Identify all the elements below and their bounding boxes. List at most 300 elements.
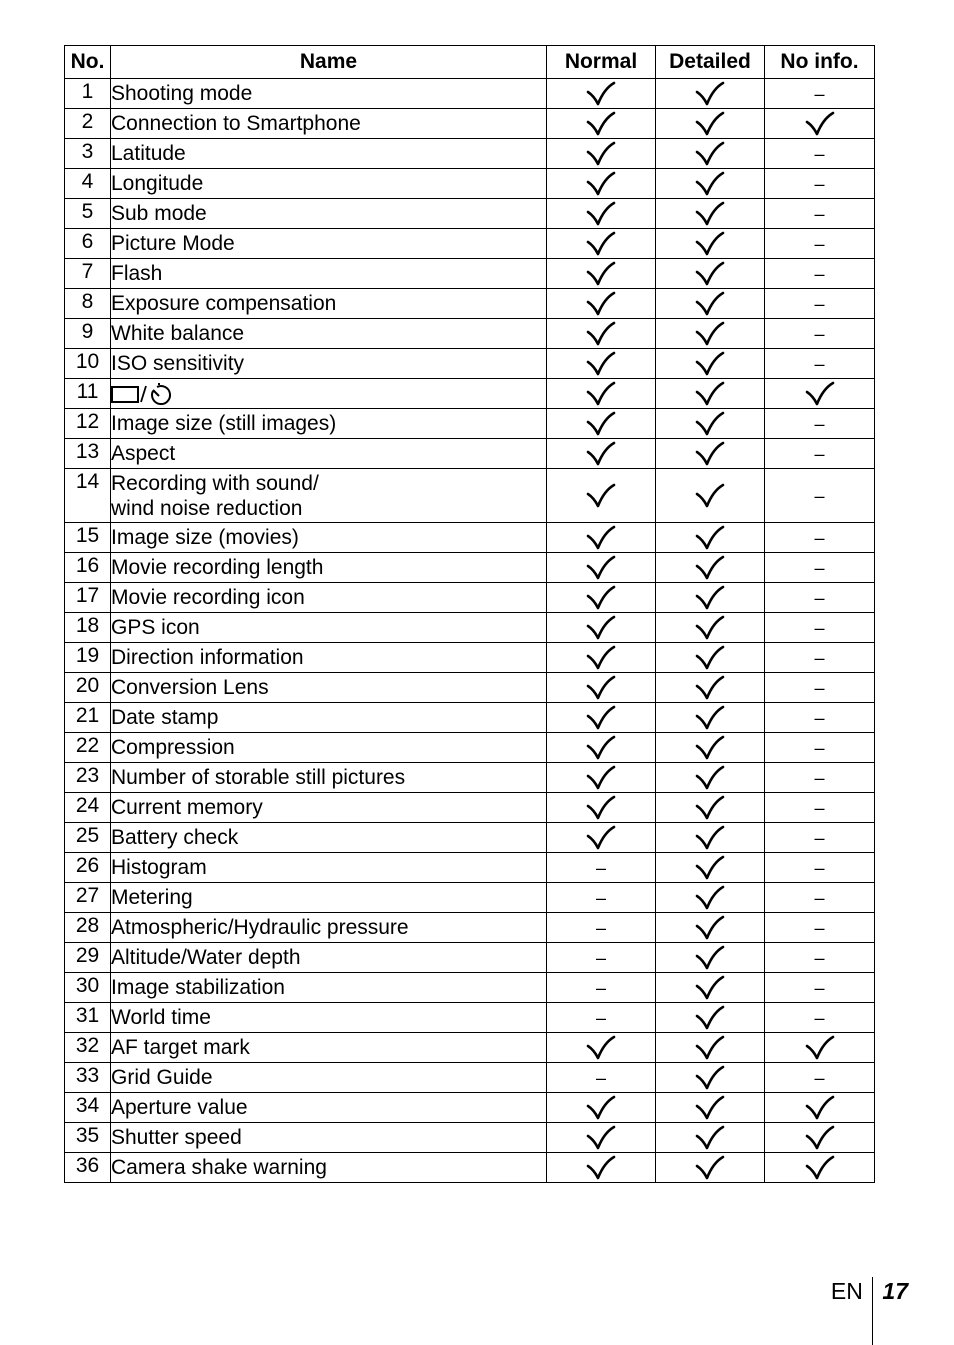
cell-noinfo [765, 943, 875, 973]
check-mark-icon [586, 1125, 616, 1148]
check-mark-icon [586, 231, 616, 254]
cell-normal [547, 109, 656, 139]
cell-noinfo [765, 823, 875, 853]
row-name [111, 469, 547, 523]
row-name [111, 379, 547, 409]
cell-normal [547, 439, 656, 469]
dash-mark: – [814, 917, 825, 938]
cell-detailed [656, 439, 765, 469]
check-mark-icon [586, 615, 616, 638]
check-mark-icon [695, 525, 725, 548]
check-mark-icon [695, 261, 725, 284]
dash-mark: – [814, 323, 825, 344]
cell-noinfo [765, 973, 875, 1003]
row-number: 23 [65, 763, 111, 793]
cell-noinfo [765, 1123, 875, 1153]
check-mark-icon [695, 1005, 725, 1028]
cell-detailed [656, 409, 765, 439]
row-name [111, 1033, 547, 1063]
cell-detailed [656, 733, 765, 763]
check-mark-icon [586, 111, 616, 134]
table-row [65, 613, 875, 643]
dash-mark: – [814, 1067, 825, 1088]
row-name [111, 259, 547, 289]
cell-noinfo [765, 1063, 875, 1093]
cell-detailed [656, 1033, 765, 1063]
row-name [111, 109, 547, 139]
cell-noinfo [765, 643, 875, 673]
row-name [111, 1093, 547, 1123]
cell-noinfo [765, 409, 875, 439]
dash-mark: – [814, 203, 825, 224]
dash-mark: – [814, 797, 825, 818]
check-mark-icon [695, 1095, 725, 1118]
table-row [65, 973, 875, 1003]
header-normal: Normal [547, 46, 656, 79]
row-number: 10 [65, 349, 111, 379]
table-row [65, 733, 875, 763]
check-mark-icon [695, 1125, 725, 1148]
check-mark-icon [695, 675, 725, 698]
row-name [111, 823, 547, 853]
cell-normal [547, 883, 656, 913]
table-row [65, 79, 875, 109]
cell-detailed [656, 379, 765, 409]
cell-detailed [656, 199, 765, 229]
cell-normal [547, 1003, 656, 1033]
row-number: 21 [65, 703, 111, 733]
check-mark-icon [695, 915, 725, 938]
cell-detailed [656, 553, 765, 583]
check-mark-icon [586, 81, 616, 104]
row-name [111, 349, 547, 379]
row-name-text: Picture Mode [111, 231, 235, 255]
row-number: 22 [65, 733, 111, 763]
cell-noinfo [765, 259, 875, 289]
cell-detailed [656, 943, 765, 973]
cell-noinfo [765, 553, 875, 583]
table-row [65, 643, 875, 673]
cell-normal [547, 613, 656, 643]
table-row [65, 259, 875, 289]
row-number: 17 [65, 583, 111, 613]
check-mark-icon [695, 1155, 725, 1178]
row-name-text: Flash [111, 261, 163, 285]
row-name-text: Image stabilization [111, 975, 285, 999]
table-row [65, 1033, 875, 1063]
table-row [65, 1153, 875, 1183]
row-name [111, 763, 547, 793]
cell-detailed [656, 1093, 765, 1123]
header-no: No. [65, 46, 111, 79]
row-name [111, 673, 547, 703]
row-number: 3 [65, 139, 111, 169]
row-name [111, 853, 547, 883]
check-mark-icon [695, 381, 725, 404]
dash-mark: – [595, 917, 606, 938]
cell-normal [547, 733, 656, 763]
check-mark-icon [586, 291, 616, 314]
cell-normal [547, 469, 656, 523]
cell-detailed [656, 793, 765, 823]
cell-detailed [656, 883, 765, 913]
row-name-text: Recording with sound/ [111, 471, 319, 495]
dash-mark: – [814, 527, 825, 548]
table-row [65, 1063, 875, 1093]
row-number: 12 [65, 409, 111, 439]
check-mark-icon [586, 645, 616, 668]
cell-detailed [656, 853, 765, 883]
cell-detailed [656, 613, 765, 643]
check-mark-icon [805, 111, 835, 134]
table-row [65, 523, 875, 553]
check-mark-icon [695, 615, 725, 638]
check-mark-icon [695, 945, 725, 968]
cell-noinfo [765, 1153, 875, 1183]
row-name-text: Grid Guide [111, 1065, 213, 1089]
table-row [65, 469, 875, 523]
table-row [65, 1003, 875, 1033]
check-mark-icon [695, 321, 725, 344]
row-name-text: Image size (movies) [111, 525, 299, 549]
row-name-text: Shooting mode [111, 81, 253, 105]
cell-normal [547, 259, 656, 289]
cell-normal [547, 823, 656, 853]
dash-mark: – [814, 173, 825, 194]
cell-noinfo [765, 703, 875, 733]
row-number: 8 [65, 289, 111, 319]
display-items-table [64, 45, 875, 1183]
table-row [65, 763, 875, 793]
cell-detailed [656, 139, 765, 169]
check-mark-icon [695, 795, 725, 818]
check-mark-icon [695, 765, 725, 788]
row-number: 14 [65, 469, 111, 523]
header-detailed: Detailed [656, 46, 765, 79]
row-name-text: ISO sensitivity [111, 351, 245, 375]
cell-detailed [656, 229, 765, 259]
cell-normal [547, 1123, 656, 1153]
row-number: 15 [65, 523, 111, 553]
check-mark-icon [695, 735, 725, 758]
cell-noinfo [765, 853, 875, 883]
cell-normal [547, 409, 656, 439]
dash-mark: – [814, 587, 825, 608]
table-row [65, 793, 875, 823]
dash-mark: – [814, 647, 825, 668]
header-no-info: No info. [765, 46, 875, 79]
dash-mark: – [814, 143, 825, 164]
check-mark-icon [586, 1095, 616, 1118]
row-name-text: Movie recording length [111, 555, 324, 579]
dash-mark: – [595, 887, 606, 908]
dash-mark: – [595, 977, 606, 998]
row-name [111, 1153, 547, 1183]
cell-detailed [656, 319, 765, 349]
cell-normal [547, 379, 656, 409]
cell-normal [547, 319, 656, 349]
row-name [111, 1123, 547, 1153]
cell-normal [547, 853, 656, 883]
row-number: 5 [65, 199, 111, 229]
row-name [111, 409, 547, 439]
check-mark-icon [586, 351, 616, 374]
check-mark-icon [586, 585, 616, 608]
row-name-text: Movie recording icon [111, 585, 305, 609]
cell-noinfo [765, 229, 875, 259]
cell-detailed [656, 643, 765, 673]
check-mark-icon [586, 411, 616, 434]
cell-normal [547, 79, 656, 109]
row-name [111, 1003, 547, 1033]
cell-normal [547, 139, 656, 169]
table-row [65, 109, 875, 139]
row-name [111, 913, 547, 943]
cell-normal [547, 703, 656, 733]
row-number: 4 [65, 169, 111, 199]
check-mark-icon [695, 1035, 725, 1058]
row-name [111, 523, 547, 553]
check-mark-icon [586, 675, 616, 698]
dash-mark: – [595, 947, 606, 968]
check-mark-icon [695, 171, 725, 194]
cell-noinfo [765, 199, 875, 229]
cell-noinfo [765, 913, 875, 943]
row-number: 31 [65, 1003, 111, 1033]
row-number: 2 [65, 109, 111, 139]
table-row [65, 943, 875, 973]
dash-mark: – [814, 887, 825, 908]
table-row [65, 913, 875, 943]
check-mark-icon [805, 1035, 835, 1058]
check-mark-icon [695, 885, 725, 908]
cell-detailed [656, 289, 765, 319]
check-mark-icon [586, 381, 616, 404]
cell-noinfo [765, 523, 875, 553]
table-row [65, 703, 875, 733]
cell-noinfo [765, 733, 875, 763]
cell-noinfo [765, 469, 875, 523]
row-name-text-line2: wind noise reduction [111, 496, 303, 520]
check-mark-icon [805, 1125, 835, 1148]
row-name-text: Connection to Smartphone [111, 111, 361, 135]
row-name [111, 973, 547, 1003]
check-mark-icon [805, 1155, 835, 1178]
table-row [65, 1123, 875, 1153]
row-number: 1 [65, 79, 111, 109]
cell-detailed [656, 259, 765, 289]
row-number: 16 [65, 553, 111, 583]
row-number: 30 [65, 973, 111, 1003]
dash-mark: – [814, 443, 825, 464]
dash-mark: – [814, 233, 825, 254]
cell-noinfo [765, 883, 875, 913]
table-row [65, 583, 875, 613]
cell-detailed [656, 973, 765, 1003]
page-footer [831, 1277, 908, 1345]
row-name-text: Aperture value [111, 1095, 248, 1119]
dash-mark: – [814, 413, 825, 434]
check-mark-icon [695, 975, 725, 998]
check-mark-icon [695, 351, 725, 374]
cell-noinfo [765, 673, 875, 703]
dash-mark: – [595, 857, 606, 878]
cell-normal [547, 583, 656, 613]
dash-mark: – [814, 737, 825, 758]
row-name-text: Direction information [111, 645, 304, 669]
cell-detailed [656, 1003, 765, 1033]
table-row [65, 319, 875, 349]
cell-normal [547, 553, 656, 583]
row-number: 19 [65, 643, 111, 673]
dash-mark: – [814, 557, 825, 578]
check-mark-icon [586, 795, 616, 818]
row-number: 7 [65, 259, 111, 289]
dash-mark: – [814, 827, 825, 848]
check-mark-icon [695, 555, 725, 578]
row-name-text: Longitude [111, 171, 204, 195]
cell-noinfo [765, 1003, 875, 1033]
row-name-text: Current memory [111, 795, 263, 819]
cell-detailed [656, 169, 765, 199]
cell-noinfo [765, 289, 875, 319]
check-mark-icon [695, 705, 725, 728]
check-mark-icon [695, 201, 725, 224]
table-row [65, 553, 875, 583]
cell-normal [547, 673, 656, 703]
check-mark-icon [586, 825, 616, 848]
cell-detailed [656, 79, 765, 109]
row-number: 28 [65, 913, 111, 943]
header-row [65, 46, 875, 79]
table-row [65, 229, 875, 259]
row-name [111, 703, 547, 733]
check-mark-icon [805, 1095, 835, 1118]
row-name-text: Atmospheric/Hydraulic pressure [111, 915, 409, 939]
cell-normal [547, 1153, 656, 1183]
cell-normal [547, 973, 656, 1003]
check-mark-icon [586, 483, 616, 506]
dash-mark: – [814, 707, 825, 728]
row-name [111, 79, 547, 109]
cell-noinfo [765, 583, 875, 613]
check-mark-icon [586, 141, 616, 164]
row-name [111, 229, 547, 259]
cell-noinfo [765, 613, 875, 643]
dash-mark: – [814, 263, 825, 284]
table-row [65, 349, 875, 379]
row-number: 33 [65, 1063, 111, 1093]
table-row [65, 823, 875, 853]
row-name [111, 943, 547, 973]
cell-noinfo [765, 349, 875, 379]
check-mark-icon [586, 201, 616, 224]
row-name-text: Altitude/Water depth [111, 945, 301, 969]
row-number: 6 [65, 229, 111, 259]
cell-noinfo [765, 379, 875, 409]
row-name-text: Aspect [111, 441, 176, 465]
row-name [111, 583, 547, 613]
dash-mark: – [814, 947, 825, 968]
cell-normal [547, 1093, 656, 1123]
row-name-text: Battery check [111, 825, 239, 849]
row-name [111, 169, 547, 199]
row-name-text: AF target mark [111, 1035, 250, 1059]
row-number: 34 [65, 1093, 111, 1123]
table-row [65, 853, 875, 883]
cell-noinfo [765, 1093, 875, 1123]
row-name-text: Image size (still images) [111, 411, 337, 435]
check-mark-icon [586, 261, 616, 284]
check-mark-icon [695, 825, 725, 848]
dash-mark: – [814, 353, 825, 374]
row-number: 13 [65, 439, 111, 469]
cell-detailed [656, 1063, 765, 1093]
check-mark-icon [586, 735, 616, 758]
check-mark-icon [805, 381, 835, 404]
cell-detailed [656, 673, 765, 703]
row-number: 32 [65, 1033, 111, 1063]
check-mark-icon [586, 765, 616, 788]
table-row [65, 169, 875, 199]
check-mark-icon [586, 171, 616, 194]
cell-normal [547, 523, 656, 553]
row-name [111, 439, 547, 469]
cell-noinfo [765, 763, 875, 793]
cell-normal [547, 289, 656, 319]
cell-detailed [656, 109, 765, 139]
row-name-text: Date stamp [111, 705, 219, 729]
check-mark-icon [695, 141, 725, 164]
cell-detailed [656, 913, 765, 943]
cell-detailed [656, 1153, 765, 1183]
cell-detailed [656, 823, 765, 853]
cell-noinfo [765, 79, 875, 109]
row-number: 27 [65, 883, 111, 913]
check-mark-icon [586, 555, 616, 578]
row-name [111, 139, 547, 169]
cell-detailed [656, 1123, 765, 1153]
row-name [111, 319, 547, 349]
cell-normal [547, 793, 656, 823]
table-row [65, 199, 875, 229]
dash-mark: – [814, 83, 825, 104]
cell-normal [547, 643, 656, 673]
cell-detailed [656, 763, 765, 793]
cell-noinfo [765, 1033, 875, 1063]
cell-detailed [656, 583, 765, 613]
row-name [111, 289, 547, 319]
cell-detailed [656, 523, 765, 553]
check-mark-icon [695, 231, 725, 254]
row-number: 24 [65, 793, 111, 823]
header-name: Name [111, 46, 547, 79]
row-number: 26 [65, 853, 111, 883]
cell-noinfo [765, 109, 875, 139]
row-name-text: White balance [111, 321, 245, 345]
table-row [65, 289, 875, 319]
cell-noinfo [765, 169, 875, 199]
table-row [65, 439, 875, 469]
dash-mark: – [814, 1007, 825, 1028]
table-row [65, 673, 875, 703]
check-mark-icon [695, 81, 725, 104]
check-mark-icon [695, 411, 725, 434]
row-name [111, 613, 547, 643]
dash-mark: – [814, 677, 825, 698]
row-name [111, 733, 547, 763]
cell-detailed [656, 703, 765, 733]
